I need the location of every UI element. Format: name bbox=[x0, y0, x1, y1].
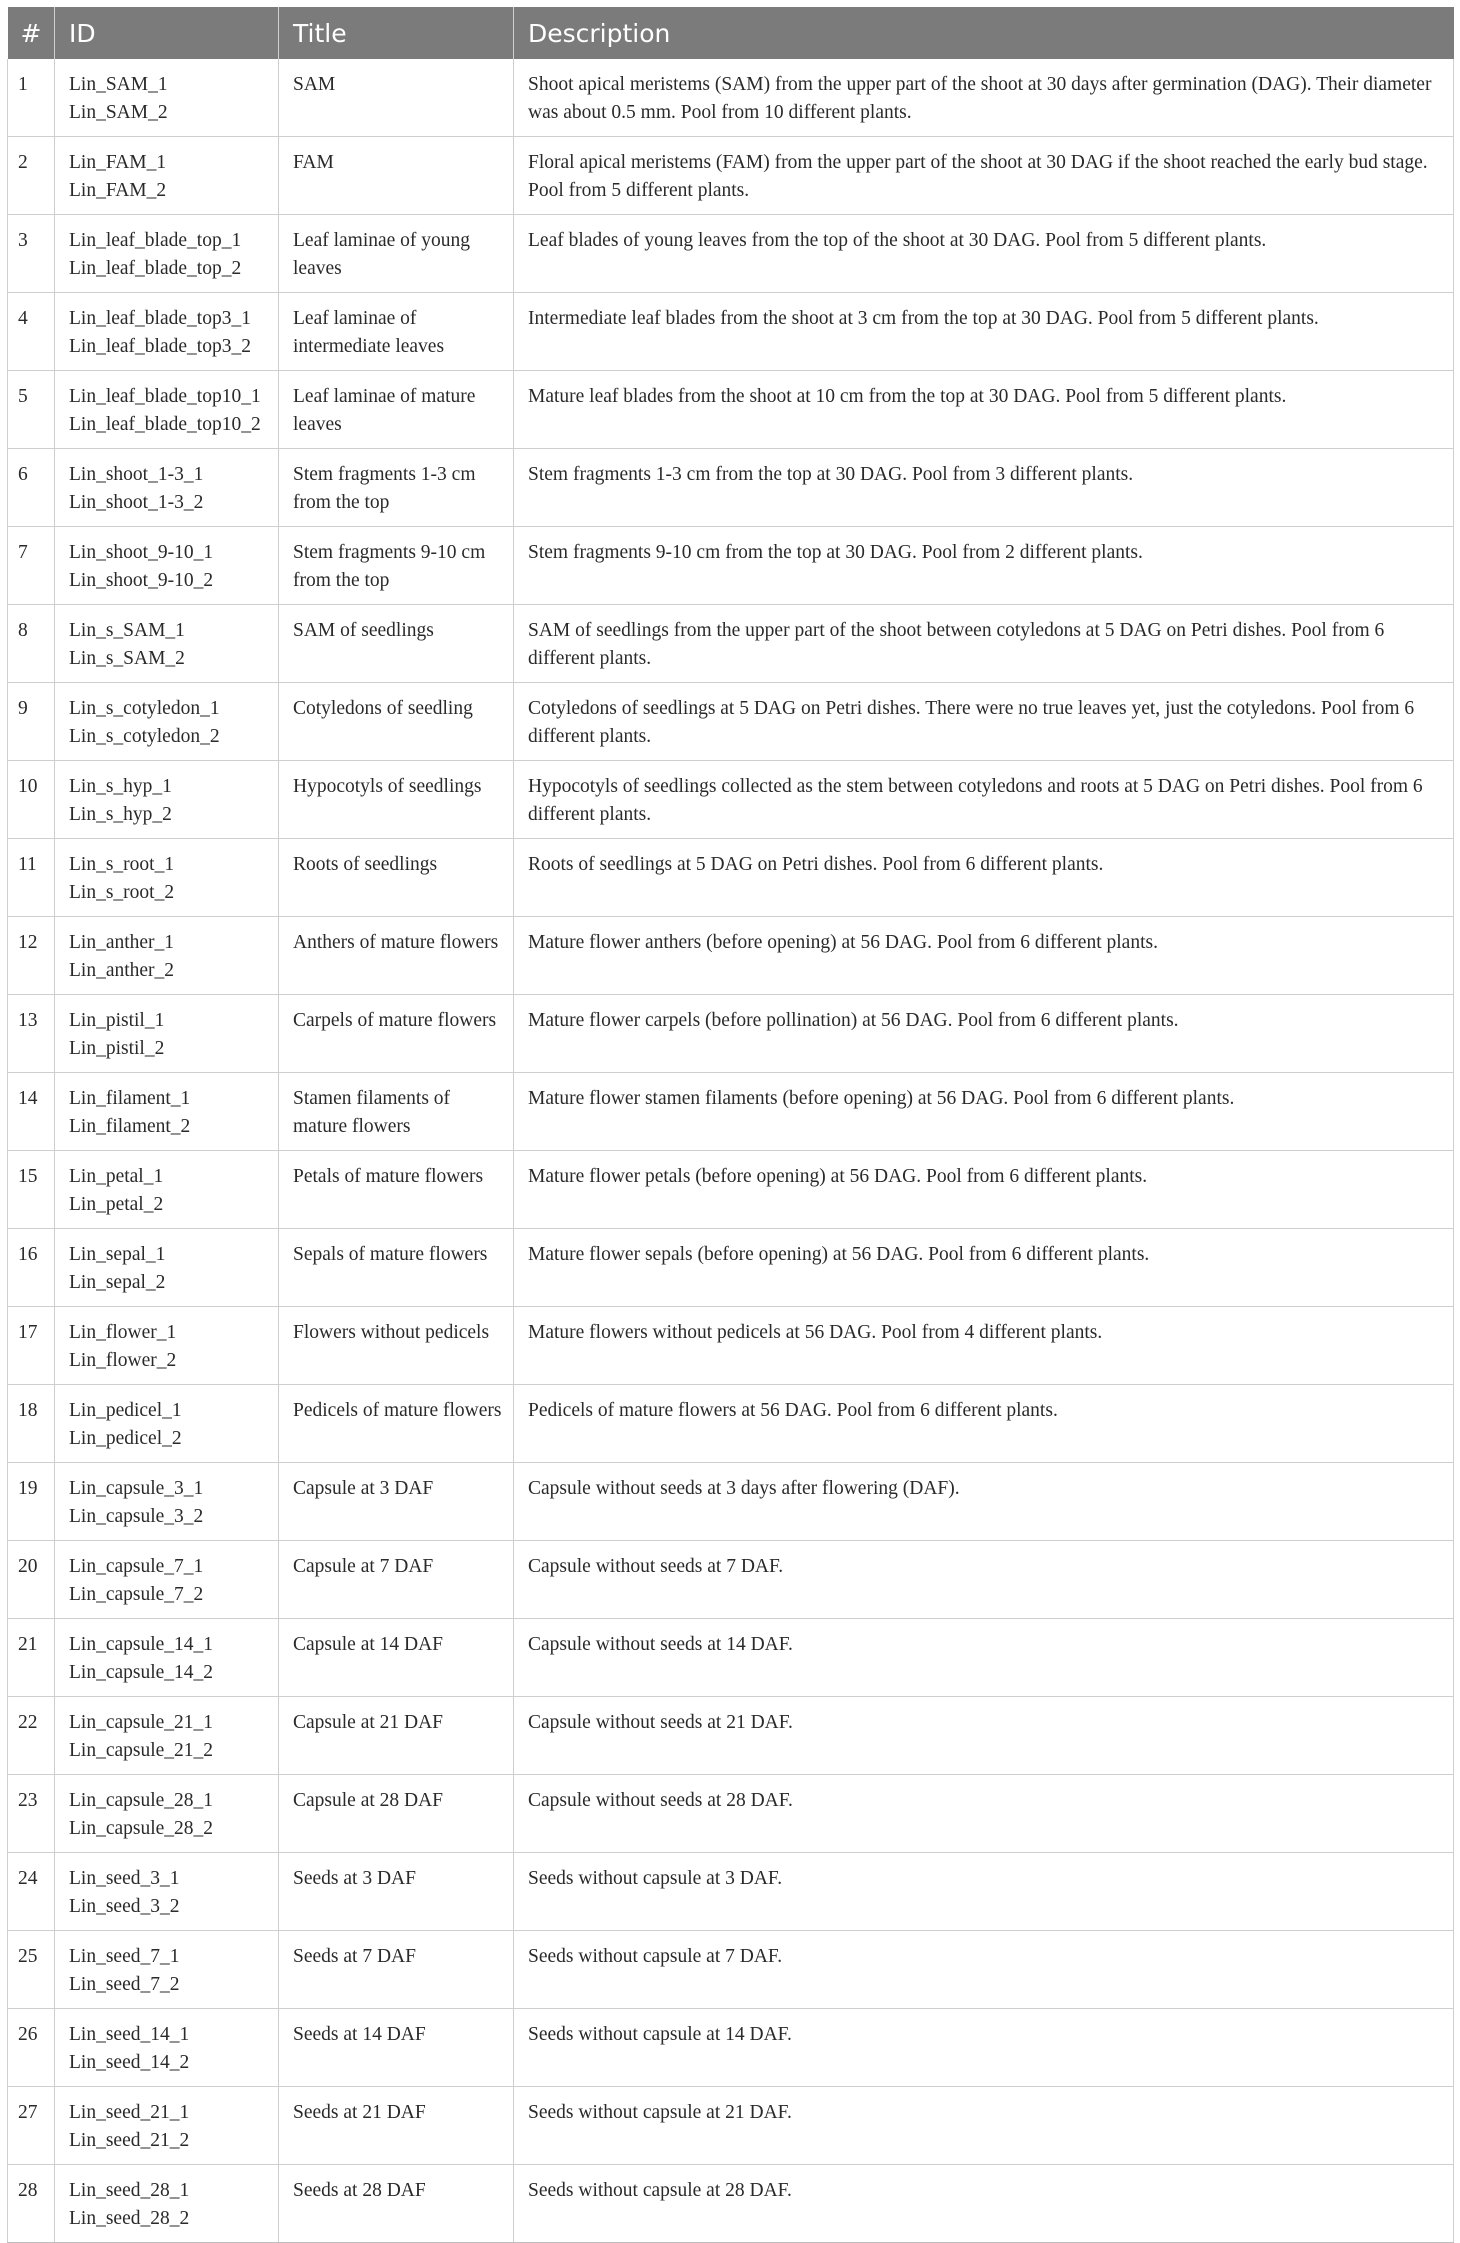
cell-description: SAM of seedlings from the upper part of the shoot between cotyledons at 5 DAG on Petri dishes. Pool from 6 different plants. bbox=[514, 605, 1454, 683]
sample-id: Lin_seed_7_1 bbox=[69, 1946, 180, 1967]
cell-description: Seeds without capsule at 14 DAF. bbox=[514, 2009, 1454, 2087]
cell-description: Seeds without capsule at 21 DAF. bbox=[514, 2087, 1454, 2165]
sample-id: Lin_s_SAM_1 bbox=[69, 620, 185, 641]
cell-description: Floral apical meristems (FAM) from the upper part of the shoot at 30 DAG if the shoot reached the early bud stage. Pool from 5 different plants. bbox=[514, 137, 1454, 215]
cell-number: 5 bbox=[8, 371, 55, 449]
cell-number: 20 bbox=[8, 1541, 55, 1619]
sample-id: Lin_pedicel_2 bbox=[69, 1428, 182, 1449]
cell-number: 26 bbox=[8, 2009, 55, 2087]
table-row bbox=[8, 1775, 1454, 1853]
table-row bbox=[8, 1229, 1454, 1307]
cell-description: Seeds without capsule at 28 DAF. bbox=[514, 2165, 1454, 2243]
table-row bbox=[8, 1931, 1454, 2009]
sample-id: Lin_SAM_2 bbox=[69, 102, 168, 123]
cell-id bbox=[55, 605, 279, 683]
cell-number: 18 bbox=[8, 1385, 55, 1463]
cell-number: 4 bbox=[8, 293, 55, 371]
cell-title: Carpels of mature flowers bbox=[279, 995, 514, 1073]
sample-table bbox=[7, 7, 1454, 2243]
sample-id: Lin_FAM_1 bbox=[69, 152, 167, 173]
cell-title: FAM bbox=[279, 137, 514, 215]
sample-id: Lin_leaf_blade_top_2 bbox=[69, 258, 242, 279]
sample-id: Lin_s_SAM_2 bbox=[69, 648, 185, 669]
cell-description: Mature flowers without pedicels at 56 DAG. Pool from 4 different plants. bbox=[514, 1307, 1454, 1385]
cell-id bbox=[55, 2087, 279, 2165]
cell-number: 22 bbox=[8, 1697, 55, 1775]
sample-id: Lin_pedicel_1 bbox=[69, 1400, 182, 1421]
sample-id: Lin_s_cotyledon_2 bbox=[69, 726, 220, 747]
cell-title: Seeds at 14 DAF bbox=[279, 2009, 514, 2087]
cell-id bbox=[55, 1931, 279, 2009]
cell-title: SAM bbox=[279, 59, 514, 137]
cell-title: Capsule at 14 DAF bbox=[279, 1619, 514, 1697]
cell-title: Stem fragments 1-3 cm from the top bbox=[279, 449, 514, 527]
table-header-row bbox=[8, 7, 1454, 59]
sample-id: Lin_capsule_28_2 bbox=[69, 1818, 214, 1839]
cell-description: Stem fragments 1-3 cm from the top at 30 DAG. Pool from 3 different plants. bbox=[514, 449, 1454, 527]
sample-id: Lin_SAM_1 bbox=[69, 74, 168, 95]
cell-title: Capsule at 28 DAF bbox=[279, 1775, 514, 1853]
cell-title: SAM of seedlings bbox=[279, 605, 514, 683]
cell-description: Shoot apical meristems (SAM) from the upper part of the shoot at 30 days after germination (DAG). Their diameter was about 0.5 mm. Pool from 10 different plants. bbox=[514, 59, 1454, 137]
cell-number: 1 bbox=[8, 59, 55, 137]
cell-number: 16 bbox=[8, 1229, 55, 1307]
cell-id bbox=[55, 137, 279, 215]
cell-number: 15 bbox=[8, 1151, 55, 1229]
cell-description: Capsule without seeds at 14 DAF. bbox=[514, 1619, 1454, 1697]
table-row bbox=[8, 371, 1454, 449]
cell-description: Pedicels of mature flowers at 56 DAG. Pool from 6 different plants. bbox=[514, 1385, 1454, 1463]
table-row bbox=[8, 2165, 1454, 2243]
table-row bbox=[8, 839, 1454, 917]
sample-id: Lin_shoot_9-10_2 bbox=[69, 570, 214, 591]
cell-title: Sepals of mature flowers bbox=[279, 1229, 514, 1307]
cell-number: 23 bbox=[8, 1775, 55, 1853]
table-row bbox=[8, 995, 1454, 1073]
cell-number: 11 bbox=[8, 839, 55, 917]
cell-number: 27 bbox=[8, 2087, 55, 2165]
cell-number: 19 bbox=[8, 1463, 55, 1541]
sample-id: Lin_s_hyp_1 bbox=[69, 776, 172, 797]
cell-description: Hypocotyls of seedlings collected as the stem between cotyledons and roots at 5 DAG on Petri dishes. Pool from 6 different plants. bbox=[514, 761, 1454, 839]
cell-number: 24 bbox=[8, 1853, 55, 1931]
table-row bbox=[8, 527, 1454, 605]
sample-id: Lin_petal_2 bbox=[69, 1194, 164, 1215]
table-header bbox=[8, 7, 1454, 59]
table-row bbox=[8, 605, 1454, 683]
table-row bbox=[8, 1853, 1454, 1931]
table-row bbox=[8, 59, 1454, 137]
table-row bbox=[8, 215, 1454, 293]
cell-id bbox=[55, 995, 279, 1073]
sample-id: Lin_leaf_blade_top_1 bbox=[69, 230, 242, 251]
table-row bbox=[8, 449, 1454, 527]
cell-number: 2 bbox=[8, 137, 55, 215]
cell-id bbox=[55, 449, 279, 527]
cell-title: Capsule at 3 DAF bbox=[279, 1463, 514, 1541]
cell-number: 14 bbox=[8, 1073, 55, 1151]
table-row bbox=[8, 1151, 1454, 1229]
cell-title: Stamen filaments of mature flowers bbox=[279, 1073, 514, 1151]
cell-description: Cotyledons of seedlings at 5 DAG on Petri dishes. There were no true leaves yet, just the cotyledons. Pool from 6 different plants. bbox=[514, 683, 1454, 761]
sample-id: Lin_seed_14_2 bbox=[69, 2052, 190, 2073]
cell-title: Cotyledons of seedling bbox=[279, 683, 514, 761]
sample-id: Lin_capsule_21_1 bbox=[69, 1712, 214, 1733]
sample-id: Lin_flower_2 bbox=[69, 1350, 177, 1371]
table-row bbox=[8, 1385, 1454, 1463]
cell-id bbox=[55, 1151, 279, 1229]
cell-title: Pedicels of mature flowers bbox=[279, 1385, 514, 1463]
sample-id: Lin_seed_21_2 bbox=[69, 2130, 190, 2151]
sample-table-container bbox=[7, 7, 1453, 2243]
cell-number: 7 bbox=[8, 527, 55, 605]
column-header-id: ID bbox=[55, 7, 279, 59]
sample-id: Lin_shoot_1-3_2 bbox=[69, 492, 204, 513]
sample-id: Lin_seed_14_1 bbox=[69, 2024, 190, 2045]
sample-id: Lin_leaf_blade_top3_2 bbox=[69, 336, 251, 357]
column-header-title: Title bbox=[279, 7, 514, 59]
cell-title: Seeds at 21 DAF bbox=[279, 2087, 514, 2165]
cell-title: Flowers without pedicels bbox=[279, 1307, 514, 1385]
cell-id bbox=[55, 683, 279, 761]
cell-number: 10 bbox=[8, 761, 55, 839]
cell-title: Capsule at 7 DAF bbox=[279, 1541, 514, 1619]
sample-id: Lin_seed_28_1 bbox=[69, 2180, 190, 2201]
cell-number: 3 bbox=[8, 215, 55, 293]
sample-id: Lin_FAM_2 bbox=[69, 180, 167, 201]
cell-id bbox=[55, 215, 279, 293]
cell-title: Capsule at 21 DAF bbox=[279, 1697, 514, 1775]
cell-id bbox=[55, 371, 279, 449]
sample-id: Lin_shoot_9-10_1 bbox=[69, 542, 214, 563]
cell-id bbox=[55, 761, 279, 839]
cell-number: 12 bbox=[8, 917, 55, 995]
cell-number: 17 bbox=[8, 1307, 55, 1385]
table-row bbox=[8, 1697, 1454, 1775]
sample-id: Lin_s_root_2 bbox=[69, 882, 175, 903]
sample-id: Lin_anther_2 bbox=[69, 960, 175, 981]
sample-id: Lin_flower_1 bbox=[69, 1322, 177, 1343]
sample-id: Lin_filament_1 bbox=[69, 1088, 191, 1109]
table-row bbox=[8, 1463, 1454, 1541]
sample-id: Lin_filament_2 bbox=[69, 1116, 191, 1137]
cell-id bbox=[55, 1619, 279, 1697]
cell-id bbox=[55, 917, 279, 995]
sample-id: Lin_anther_1 bbox=[69, 932, 175, 953]
table-row bbox=[8, 1307, 1454, 1385]
sample-id: Lin_capsule_14_1 bbox=[69, 1634, 214, 1655]
cell-id bbox=[55, 1775, 279, 1853]
cell-id bbox=[55, 2165, 279, 2243]
sample-id: Lin_seed_7_2 bbox=[69, 1974, 180, 1995]
cell-description: Intermediate leaf blades from the shoot at 3 cm from the top at 30 DAG. Pool from 5 different plants. bbox=[514, 293, 1454, 371]
cell-title: Seeds at 3 DAF bbox=[279, 1853, 514, 1931]
cell-number: 9 bbox=[8, 683, 55, 761]
cell-id bbox=[55, 1229, 279, 1307]
sample-id: Lin_capsule_21_2 bbox=[69, 1740, 214, 1761]
sample-id: Lin_s_cotyledon_1 bbox=[69, 698, 220, 719]
sample-id: Lin_capsule_7_1 bbox=[69, 1556, 204, 1577]
cell-id bbox=[55, 839, 279, 917]
cell-number: 13 bbox=[8, 995, 55, 1073]
cell-description: Capsule without seeds at 21 DAF. bbox=[514, 1697, 1454, 1775]
cell-id bbox=[55, 293, 279, 371]
cell-number: 6 bbox=[8, 449, 55, 527]
cell-id bbox=[55, 2009, 279, 2087]
cell-description: Seeds without capsule at 3 DAF. bbox=[514, 1853, 1454, 1931]
sample-id: Lin_leaf_blade_top10_2 bbox=[69, 414, 261, 435]
sample-id: Lin_s_root_1 bbox=[69, 854, 175, 875]
sample-id: Lin_sepal_2 bbox=[69, 1272, 166, 1293]
column-header-description: Description bbox=[514, 7, 1454, 59]
sample-id: Lin_seed_28_2 bbox=[69, 2208, 190, 2229]
cell-description: Mature leaf blades from the shoot at 10 cm from the top at 30 DAG. Pool from 5 different plants. bbox=[514, 371, 1454, 449]
sample-id: Lin_pistil_1 bbox=[69, 1010, 165, 1031]
table-row bbox=[8, 137, 1454, 215]
sample-id: Lin_capsule_3_1 bbox=[69, 1478, 204, 1499]
table-row bbox=[8, 683, 1454, 761]
cell-number: 8 bbox=[8, 605, 55, 683]
cell-description: Capsule without seeds at 3 days after flowering (DAF). bbox=[514, 1463, 1454, 1541]
cell-id bbox=[55, 1853, 279, 1931]
sample-id: Lin_capsule_7_2 bbox=[69, 1584, 204, 1605]
cell-description: Seeds without capsule at 7 DAF. bbox=[514, 1931, 1454, 2009]
sample-id: Lin_capsule_28_1 bbox=[69, 1790, 214, 1811]
cell-id bbox=[55, 1697, 279, 1775]
cell-number: 25 bbox=[8, 1931, 55, 2009]
table-row bbox=[8, 2087, 1454, 2165]
cell-description: Stem fragments 9-10 cm from the top at 30 DAG. Pool from 2 different plants. bbox=[514, 527, 1454, 605]
table-body bbox=[8, 59, 1454, 2243]
cell-description: Mature flower carpels (before pollination) at 56 DAG. Pool from 6 different plants. bbox=[514, 995, 1454, 1073]
cell-title: Leaf laminae of young leaves bbox=[279, 215, 514, 293]
cell-title: Leaf laminae of intermediate leaves bbox=[279, 293, 514, 371]
sample-id: Lin_petal_1 bbox=[69, 1166, 164, 1187]
sample-id: Lin_leaf_blade_top10_1 bbox=[69, 386, 261, 407]
cell-title: Roots of seedlings bbox=[279, 839, 514, 917]
table-row bbox=[8, 1619, 1454, 1697]
cell-title: Petals of mature flowers bbox=[279, 1151, 514, 1229]
sample-id: Lin_s_hyp_2 bbox=[69, 804, 172, 825]
cell-id bbox=[55, 1385, 279, 1463]
sample-id: Lin_shoot_1-3_1 bbox=[69, 464, 204, 485]
sample-id: Lin_seed_3_1 bbox=[69, 1868, 180, 1889]
sample-id: Lin_pistil_2 bbox=[69, 1038, 165, 1059]
cell-description: Mature flower sepals (before opening) at 56 DAG. Pool from 6 different plants. bbox=[514, 1229, 1454, 1307]
cell-title: Seeds at 7 DAF bbox=[279, 1931, 514, 2009]
table-row bbox=[8, 1541, 1454, 1619]
cell-description: Capsule without seeds at 28 DAF. bbox=[514, 1775, 1454, 1853]
cell-id bbox=[55, 1541, 279, 1619]
sample-id: Lin_capsule_14_2 bbox=[69, 1662, 214, 1683]
table-row bbox=[8, 917, 1454, 995]
sample-id: Lin_leaf_blade_top3_1 bbox=[69, 308, 251, 329]
table-row bbox=[8, 1073, 1454, 1151]
cell-description: Mature flower stamen filaments (before opening) at 56 DAG. Pool from 6 different plants. bbox=[514, 1073, 1454, 1151]
cell-description: Capsule without seeds at 7 DAF. bbox=[514, 1541, 1454, 1619]
cell-id bbox=[55, 59, 279, 137]
column-header-number: # bbox=[8, 7, 55, 59]
cell-title: Anthers of mature flowers bbox=[279, 917, 514, 995]
cell-id bbox=[55, 1073, 279, 1151]
cell-title: Hypocotyls of seedlings bbox=[279, 761, 514, 839]
cell-id bbox=[55, 527, 279, 605]
sample-id: Lin_capsule_3_2 bbox=[69, 1506, 204, 1527]
cell-title: Stem fragments 9-10 cm from the top bbox=[279, 527, 514, 605]
cell-description: Roots of seedlings at 5 DAG on Petri dishes. Pool from 6 different plants. bbox=[514, 839, 1454, 917]
cell-number: 21 bbox=[8, 1619, 55, 1697]
sample-id: Lin_sepal_1 bbox=[69, 1244, 166, 1265]
cell-title: Seeds at 28 DAF bbox=[279, 2165, 514, 2243]
table-row bbox=[8, 761, 1454, 839]
sample-id: Lin_seed_3_2 bbox=[69, 1896, 180, 1917]
cell-description: Mature flower petals (before opening) at 56 DAG. Pool from 6 different plants. bbox=[514, 1151, 1454, 1229]
sample-id: Lin_seed_21_1 bbox=[69, 2102, 190, 2123]
table-row bbox=[8, 2009, 1454, 2087]
cell-title: Leaf laminae of mature leaves bbox=[279, 371, 514, 449]
cell-number: 28 bbox=[8, 2165, 55, 2243]
table-row bbox=[8, 293, 1454, 371]
cell-id bbox=[55, 1463, 279, 1541]
cell-description: Leaf blades of young leaves from the top of the shoot at 30 DAG. Pool from 5 different plants. bbox=[514, 215, 1454, 293]
cell-description: Mature flower anthers (before opening) at 56 DAG. Pool from 6 different plants. bbox=[514, 917, 1454, 995]
cell-id bbox=[55, 1307, 279, 1385]
